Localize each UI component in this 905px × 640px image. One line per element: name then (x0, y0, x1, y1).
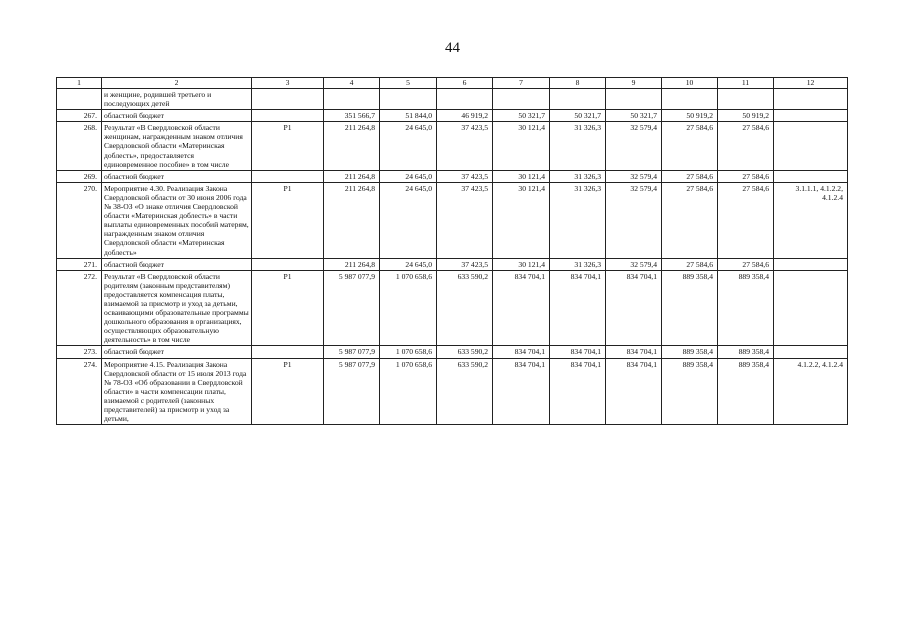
table-row (57, 358, 848, 425)
row-value-cell: 37 423,5 (437, 122, 493, 170)
column-header: 6 (437, 78, 493, 89)
column-header: 8 (550, 78, 606, 89)
row-value-cell: 30 121,4 (493, 182, 550, 258)
row-reference-cell (774, 122, 848, 170)
row-value-cell (662, 89, 718, 110)
row-value-cell: 37 423,5 (437, 170, 493, 182)
row-name-cell: областной бюджет (102, 110, 252, 122)
row-value-cell: 211 264,8 (324, 182, 380, 258)
row-value-cell: 889 358,4 (662, 346, 718, 358)
row-value-cell: 50 321,7 (606, 110, 662, 122)
row-value-cell: 50 321,7 (493, 110, 550, 122)
row-number-cell: 269. (57, 170, 102, 182)
row-number-cell: 267. (57, 110, 102, 122)
row-value-cell: 32 579,4 (606, 122, 662, 170)
row-value-cell: 27 584,6 (718, 258, 774, 270)
row-value-cell: 351 566,7 (324, 110, 380, 122)
row-value-cell: 834 704,1 (493, 346, 550, 358)
row-value-cell: 24 645,0 (380, 182, 437, 258)
row-value-cell: 5 987 077,9 (324, 270, 380, 346)
row-value-cell: 27 584,6 (718, 170, 774, 182)
row-value-cell: 834 704,1 (606, 270, 662, 346)
row-reference-cell: 3.1.1.1, 4.1.2.2, 4.1.2.4 (774, 182, 848, 258)
column-header: 9 (606, 78, 662, 89)
row-code-cell: Р1 (252, 270, 324, 346)
row-reference-cell (774, 110, 848, 122)
row-name-cell: и женщине, родившей третьего и последующих детей (102, 89, 252, 110)
row-value-cell: 211 264,8 (324, 258, 380, 270)
column-header: 5 (380, 78, 437, 89)
row-value-cell (380, 89, 437, 110)
row-value-cell: 5 987 077,9 (324, 358, 380, 425)
row-value-cell (606, 89, 662, 110)
row-code-cell: Р1 (252, 358, 324, 425)
row-value-cell: 27 584,6 (662, 170, 718, 182)
row-name-cell: Результат «В Свердловской области родителям (законным представителям) предоставляется компенсация платы, взимаемой за присмотр и уход за детьми, осваивающими образовательные программы дошкольного образования в организациях, осуществляющих образовательную деятельность» в том числе (102, 270, 252, 346)
row-reference-cell (774, 258, 848, 270)
row-code-cell (252, 258, 324, 270)
row-value-cell: 31 326,3 (550, 170, 606, 182)
row-value-cell: 32 579,4 (606, 258, 662, 270)
row-value-cell: 30 121,4 (493, 170, 550, 182)
row-number-cell: 271. (57, 258, 102, 270)
row-value-cell: 31 326,3 (550, 258, 606, 270)
row-number-cell: 274. (57, 358, 102, 425)
row-value-cell: 834 704,1 (606, 346, 662, 358)
row-value-cell: 211 264,8 (324, 122, 380, 170)
row-value-cell: 5 987 077,9 (324, 346, 380, 358)
table-row (57, 258, 848, 270)
table-row (57, 110, 848, 122)
table-row (57, 89, 848, 110)
row-code-cell (252, 170, 324, 182)
header-row (57, 78, 848, 89)
row-value-cell: 889 358,4 (718, 358, 774, 425)
row-code-cell: Р1 (252, 182, 324, 258)
row-value-cell: 27 584,6 (718, 122, 774, 170)
row-value-cell: 51 844,0 (380, 110, 437, 122)
page-number: 44 (445, 40, 460, 56)
row-reference-cell (774, 89, 848, 110)
row-value-cell: 834 704,1 (550, 358, 606, 425)
row-name-cell: областной бюджет (102, 170, 252, 182)
row-value-cell: 889 358,4 (718, 346, 774, 358)
row-number-cell: 273. (57, 346, 102, 358)
column-header: 3 (252, 78, 324, 89)
row-value-cell: 46 919,2 (437, 110, 493, 122)
row-value-cell: 30 121,4 (493, 122, 550, 170)
row-name-cell: Результат «В Свердловской области женщинам, награжденным знаком отличия Свердловской области «Материнская доблесть», предоставляется единовременное пособие» в том числе (102, 122, 252, 170)
row-value-cell: 27 584,6 (718, 182, 774, 258)
row-number-cell (57, 89, 102, 110)
row-value-cell: 24 645,0 (380, 258, 437, 270)
row-value-cell: 1 070 658,6 (380, 358, 437, 425)
row-reference-cell (774, 170, 848, 182)
row-value-cell: 27 584,6 (662, 122, 718, 170)
row-value-cell: 633 590,2 (437, 358, 493, 425)
row-reference-cell (774, 346, 848, 358)
column-header: 11 (718, 78, 774, 89)
row-number-cell: 272. (57, 270, 102, 346)
table-row (57, 122, 848, 170)
budget-table (56, 77, 848, 425)
column-header: 12 (774, 78, 848, 89)
row-name-cell: Мероприятие 4.15. Реализация Закона Свердловской области от 15 июля 2013 года № 78-ОЗ «Об образовании в Свердловской области» в части компенсации платы, взимаемой с родителей (законных представителей) за присмотр и уход за детьми, (102, 358, 252, 425)
row-name-cell: Мероприятие 4.30. Реализация Закона Свердловской области от 30 июня 2006 года № 38-ОЗ «О знаке отличия Свердловской области «Материнская доблесть» в части выплаты единовременных пособий матерям, награжденным знаком отличия Свердловской области «Материнская доблесть» (102, 182, 252, 258)
column-header: 7 (493, 78, 550, 89)
row-value-cell: 31 326,3 (550, 182, 606, 258)
row-name-cell: областной бюджет (102, 258, 252, 270)
row-value-cell: 834 704,1 (550, 270, 606, 346)
row-value-cell: 31 326,3 (550, 122, 606, 170)
row-value-cell: 50 919,2 (718, 110, 774, 122)
row-value-cell: 32 579,4 (606, 182, 662, 258)
row-value-cell: 27 584,6 (662, 182, 718, 258)
table-body (57, 78, 848, 425)
row-reference-cell: 4.1.2.2, 4.1.2.4 (774, 358, 848, 425)
row-value-cell: 24 645,0 (380, 122, 437, 170)
row-value-cell (550, 89, 606, 110)
row-value-cell: 889 358,4 (662, 358, 718, 425)
row-value-cell (437, 89, 493, 110)
row-code-cell: Р1 (252, 122, 324, 170)
row-value-cell: 1 070 658,6 (380, 346, 437, 358)
row-value-cell: 32 579,4 (606, 170, 662, 182)
column-header: 4 (324, 78, 380, 89)
column-header: 10 (662, 78, 718, 89)
table-row (57, 170, 848, 182)
row-value-cell: 24 645,0 (380, 170, 437, 182)
row-value-cell: 834 704,1 (606, 358, 662, 425)
row-value-cell: 50 321,7 (550, 110, 606, 122)
row-value-cell (718, 89, 774, 110)
row-value-cell: 633 590,2 (437, 270, 493, 346)
row-value-cell: 834 704,1 (493, 270, 550, 346)
row-value-cell: 211 264,8 (324, 170, 380, 182)
row-value-cell: 633 590,2 (437, 346, 493, 358)
column-header: 1 (57, 78, 102, 89)
row-value-cell (324, 89, 380, 110)
row-code-cell (252, 346, 324, 358)
table-row (57, 346, 848, 358)
row-value-cell: 834 704,1 (493, 358, 550, 425)
row-value-cell (493, 89, 550, 110)
row-value-cell: 37 423,5 (437, 182, 493, 258)
row-number-cell: 270. (57, 182, 102, 258)
row-value-cell: 30 121,4 (493, 258, 550, 270)
row-value-cell: 37 423,5 (437, 258, 493, 270)
row-value-cell: 889 358,4 (718, 270, 774, 346)
row-reference-cell (774, 270, 848, 346)
row-value-cell: 889 358,4 (662, 270, 718, 346)
row-number-cell: 268. (57, 122, 102, 170)
column-header: 2 (102, 78, 252, 89)
row-name-cell: областной бюджет (102, 346, 252, 358)
row-value-cell: 27 584,6 (662, 258, 718, 270)
row-value-cell: 50 919,2 (662, 110, 718, 122)
row-code-cell (252, 110, 324, 122)
table-row (57, 270, 848, 346)
row-value-cell: 834 704,1 (550, 346, 606, 358)
table-row (57, 182, 848, 258)
row-code-cell (252, 89, 324, 110)
row-value-cell: 1 070 658,6 (380, 270, 437, 346)
